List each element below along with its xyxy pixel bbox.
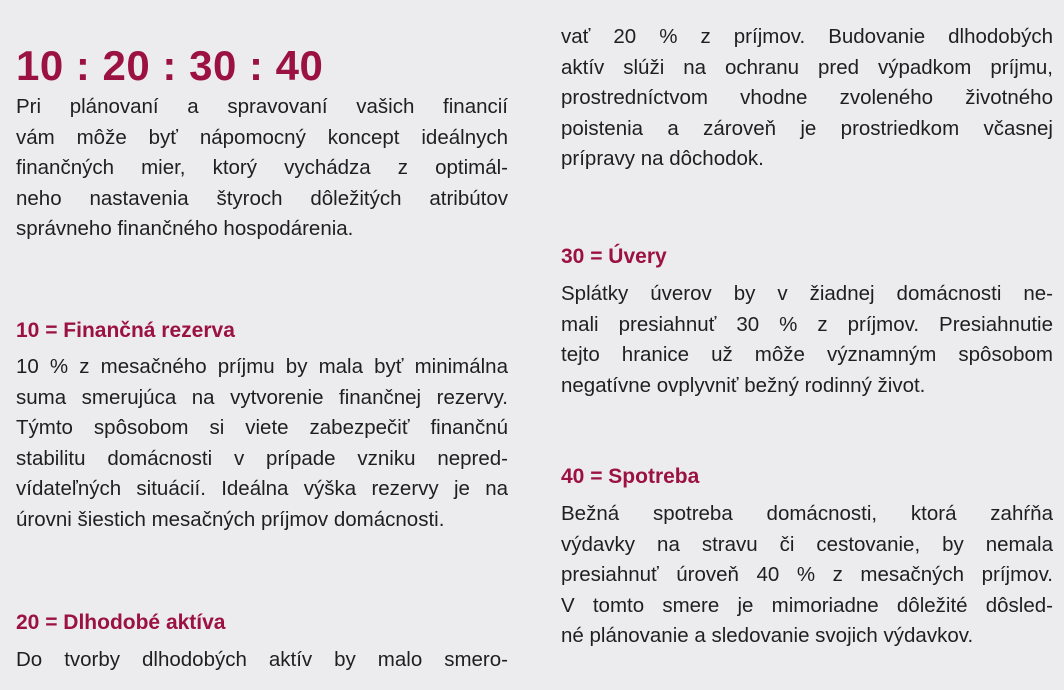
paragraph-line: presiahnuť úroveň 40 % z mesačných príjmov.: [561, 563, 1053, 586]
paragraph-line: úrovni šiestich mesačných príjmov domácnosti.: [16, 507, 445, 531]
paragraph-line: prípravy na dôchodok.: [561, 147, 764, 170]
paragraph-line: správneho finančného hospodárenia.: [16, 217, 354, 240]
paragraph-line: V tomto smere je mimoriadne dôležité dôsled-: [561, 593, 1053, 617]
paragraph-line: finančných mier, ktorý vychádza z optimál-: [16, 156, 508, 179]
paragraph-line: stabilitu domácnosti v prípade vzniku nepred-: [16, 446, 508, 470]
paragraph-line: suma smerujúca na vytvorenie finančnej rezervy.: [16, 385, 508, 409]
paragraph-line: negatívne ovplyvniť bežný rodinný život.: [561, 373, 926, 397]
paragraph-line: mali presiahnuť 30 % z príjmov. Presiahnutie: [561, 312, 1053, 336]
paragraph-line: né plánovanie a sledovanie svojich výdavkov.: [561, 624, 974, 647]
paragraph-line: výdavky na stravu či cestovanie, by nemala: [561, 532, 1053, 556]
section-heading-aktiva: 20 = Dlhodobé aktíva: [16, 611, 226, 634]
section-paragraph-uvery: [561, 279, 1053, 401]
paragraph-line: 10 % z mesačného príjmu by mala byť minimálna: [16, 355, 508, 378]
paragraph-line: Splátky úverov by v žiadnej domácnosti ne-: [561, 282, 1053, 305]
paragraph-line: poistenia a zároveň je prostriedkom včasnej: [561, 116, 1053, 140]
section-paragraph-rezerva: [16, 352, 508, 535]
section-paragraph-aktiva-continued: [561, 22, 1053, 175]
section-paragraph-spotreba: [561, 499, 1053, 652]
paragraph-line: prostredníctvom vhodne zvoleného životného: [561, 86, 1053, 109]
paragraph-line: aktív slúži na ochranu pred výpadkom príjmu,: [561, 55, 1053, 79]
section-heading-spotreba: 40 = Spotreba: [561, 465, 700, 488]
paragraph-line: neho nastavenia štyroch dôležitých atribútov: [16, 186, 508, 210]
paragraph-line: vať 20 % z príjmov. Budovanie dlhodobých: [561, 25, 1053, 48]
paragraph-line: Pri plánovaní a spravovaní vašich financií: [16, 95, 508, 118]
paragraph-line: vídateľných situácií. Ideálna výška rezervy je na: [16, 477, 508, 500]
paragraph-line: tejto hranice už môže významným spôsobom: [561, 343, 1053, 366]
paragraph-line: Týmto spôsobom si viete zabezpečiť finančnú: [16, 416, 508, 439]
section-paragraph-aktiva-start: [16, 645, 508, 676]
section-heading-uvery: 30 = Úvery: [561, 245, 667, 268]
paragraph-line: Do tvorby dlhodobých aktív by malo smero-: [16, 648, 508, 671]
page-title: 10 : 20 : 30 : 40: [16, 42, 324, 89]
intro-paragraph: [16, 92, 508, 245]
paragraph-line: vám môže byť nápomocný koncept ideálnych: [16, 125, 508, 149]
paragraph-line: Bežná spotreba domácnosti, ktorá zahŕňa: [561, 502, 1053, 525]
section-heading-rezerva: 10 = Finančná rezerva: [16, 319, 235, 342]
